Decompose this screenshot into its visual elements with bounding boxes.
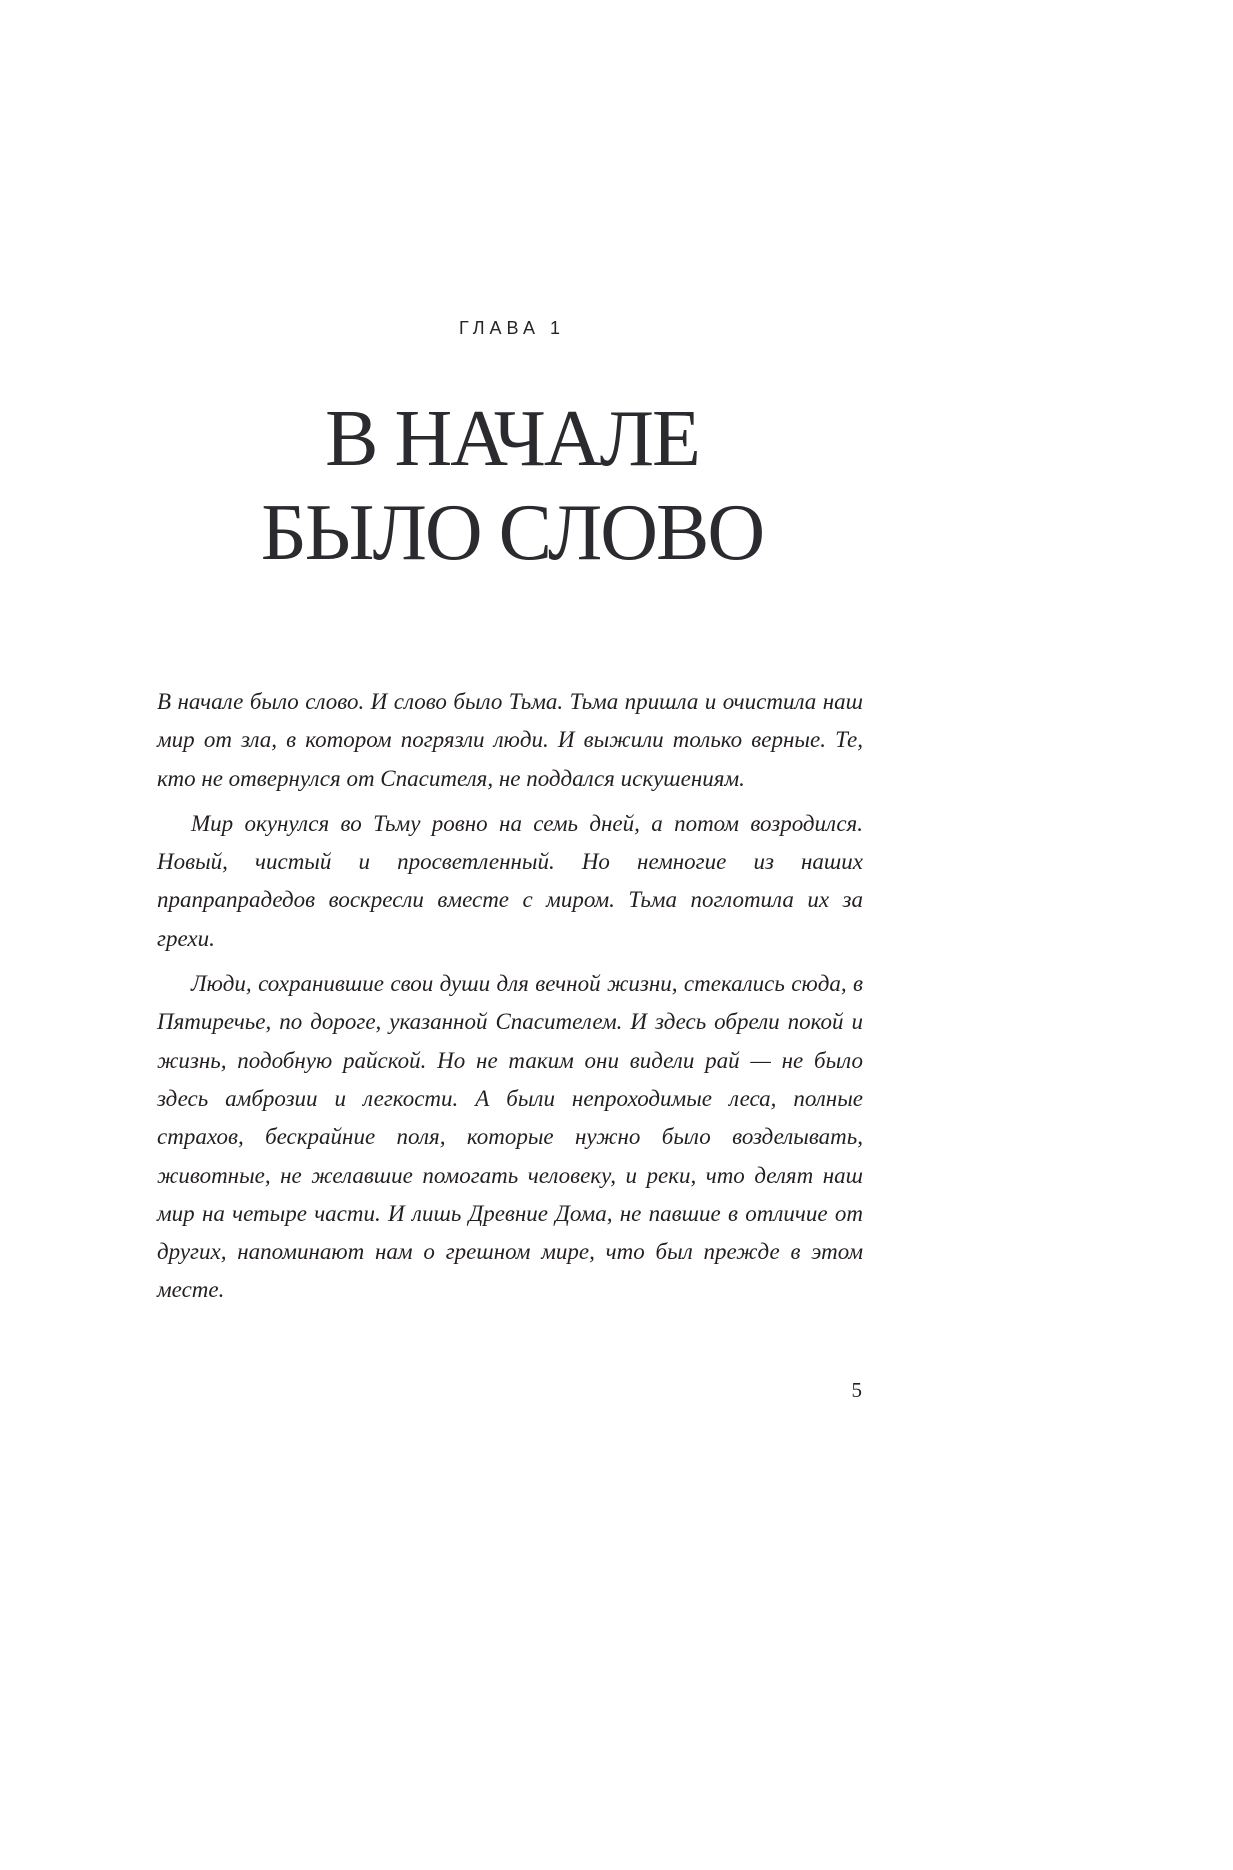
paragraph-1: В начале было слово. И слово было Тьма. Тьма пришла и очистила наш мир от зла, в котором погрязли люди. И выжили только верные. Те, кто не отвернулся от Спасителя, не поддался искушениям. <box>157 689 863 791</box>
chapter-title-line-1: В НАЧАЛЕ <box>325 395 699 483</box>
page-number: 5 <box>851 1378 862 1402</box>
paragraph-2: Мир окунулся во Тьму ровно на семь дней, а потом возродился. Новый, чистый и просветленный. Но немногие из наших прапрапрадедов воскресли вместе с миром. Тьма поглотила их за грехи. <box>157 810 863 951</box>
paragraph-3: Люди, сохранившие свои души для вечной жизни, стекались сюда, в Пятиречье, по дороге, указанной Спасителем. И здесь обрели покой и жизнь, подобную райской. Но не таким они видели рай — не было здесь амброзии и легкости. А были непроходимые леса, полные страхов, бескрайние поля, которые нужно было возделывать, животные, не желавшие помогать человеку, и реки, что делят наш мир на четыре части. И лишь Древние Дома, не павшие в отличие от других, напоминают нам о грешном мире, что был прежде в этом месте. <box>157 971 863 1303</box>
chapter-label: ГЛАВА 1 <box>459 318 565 338</box>
chapter-title <box>0 392 1024 580</box>
chapter-title-line-2: БЫЛО СЛОВО <box>260 489 764 577</box>
chapter-body <box>157 683 863 1310</box>
